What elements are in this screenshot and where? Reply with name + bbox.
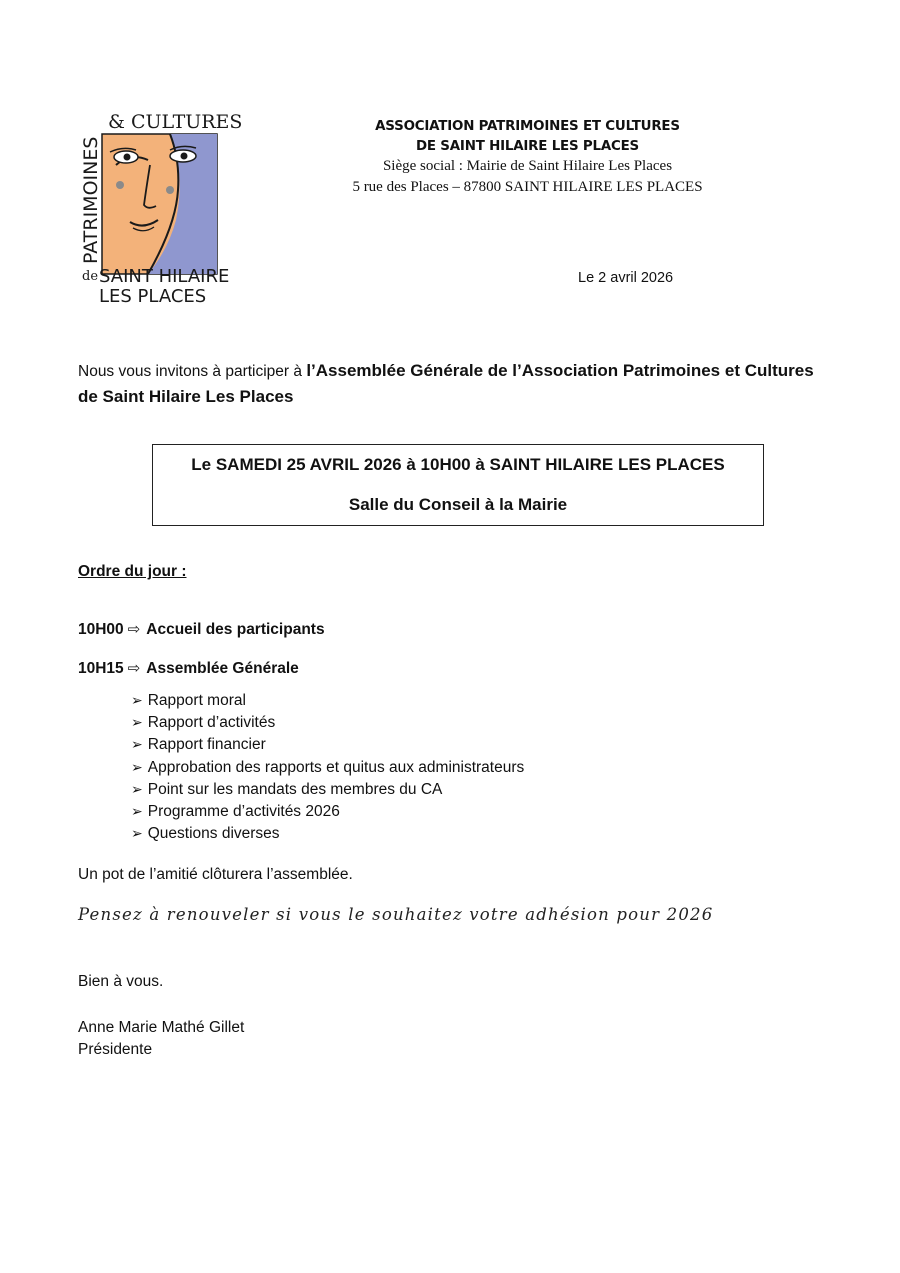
signature-name: Anne Marie Mathé Gillet <box>78 1019 245 1036</box>
bullet-arrow-icon: ➢ <box>131 804 143 821</box>
bullet-arrow-icon: ➢ <box>131 826 143 843</box>
association-title <box>300 117 755 157</box>
schedule-label: Accueil des participants <box>146 621 325 638</box>
bullet-arrow-icon: ➢ <box>131 715 143 732</box>
list-item <box>131 690 524 712</box>
closing-pot-text: Un pot de l’amitié clôturera l’assemblée. <box>78 866 353 883</box>
list-item <box>131 779 524 801</box>
bullet-arrow-icon: ➢ <box>131 781 143 798</box>
logo-text-cultures: & CULTURES <box>108 111 243 133</box>
address-line1: Siège social : Mairie de Saint Hilaire Les Places <box>382 158 673 174</box>
schedule-time: 10H15 <box>78 660 124 677</box>
bullet-arrow-icon: ➢ <box>131 737 143 754</box>
signature-block <box>78 1017 244 1061</box>
event-date-place: Le SAMEDI 25 AVRIL 2026 à 10H00 à SAINT HILAIRE LES PLACES <box>191 455 725 474</box>
address-line2: 5 rue des Places – 87800 SAINT HILAIRE LES PLACES <box>352 179 703 195</box>
invitation-intro <box>78 358 818 410</box>
list-item-text: Rapport moral <box>147 692 246 709</box>
association-logo <box>78 110 248 310</box>
list-item-text: Rapport d’activités <box>147 714 276 732</box>
list-item-text: Point sur les mandats des membres du CA <box>147 780 443 798</box>
letter-date: Le 2 avril 2026 <box>578 270 674 286</box>
list-item <box>131 823 524 845</box>
list-item-text: Rapport financier <box>147 736 266 754</box>
arrow-right-icon: ⇨ <box>127 620 141 638</box>
arrow-right-icon: ⇨ <box>127 659 141 677</box>
logo-text-les-places: LES PLACES <box>99 286 207 307</box>
association-title-line2: DE SAINT HILAIRE LES PLACES <box>415 139 640 154</box>
logo-text-de: de <box>82 269 99 284</box>
list-item <box>131 801 524 823</box>
schedule-time: 10H00 <box>78 621 124 638</box>
intro-lead: Nous vous invitons à participer à <box>78 363 307 380</box>
event-room: Salle du Conseil à la Mairie <box>348 495 568 514</box>
association-address <box>300 156 755 198</box>
logo-text-saint-hilaire: SAINT HILAIRE <box>99 266 230 287</box>
schedule-label: Assemblée Générale <box>146 660 299 677</box>
intro-emphasis: l’Assemblée Générale de l’Association Patrimoines et Cultures de Saint Hilaire Les Places <box>78 361 814 406</box>
bullet-arrow-icon: ➢ <box>131 693 143 709</box>
renewal-reminder: Pensez à renouveler si vous le souhaitez votre adhésion pour 2026 <box>78 905 714 924</box>
schedule-item <box>78 659 299 678</box>
list-item <box>131 712 524 734</box>
agenda-heading: Ordre du jour : <box>78 563 187 580</box>
list-item <box>131 734 524 756</box>
farewell-text: Bien à vous. <box>78 973 164 990</box>
logo-text-patrimoines: PATRIMOINES <box>80 136 102 264</box>
list-item <box>131 757 524 779</box>
list-item-text: Programme d’activités 2026 <box>147 803 340 821</box>
association-title-line1: ASSOCIATION PATRIMOINES ET CULTURES <box>375 119 680 134</box>
agenda-items-list <box>131 690 524 845</box>
event-details-box <box>152 444 764 526</box>
list-item-text: Approbation des rapports et quitus aux administrateurs <box>147 758 525 776</box>
schedule-item <box>78 620 325 639</box>
logo-face-illustration <box>78 110 248 310</box>
list-item-text: Questions diverses <box>147 825 280 843</box>
signature-role: Présidente <box>78 1041 153 1058</box>
bullet-arrow-icon: ➢ <box>131 759 143 776</box>
